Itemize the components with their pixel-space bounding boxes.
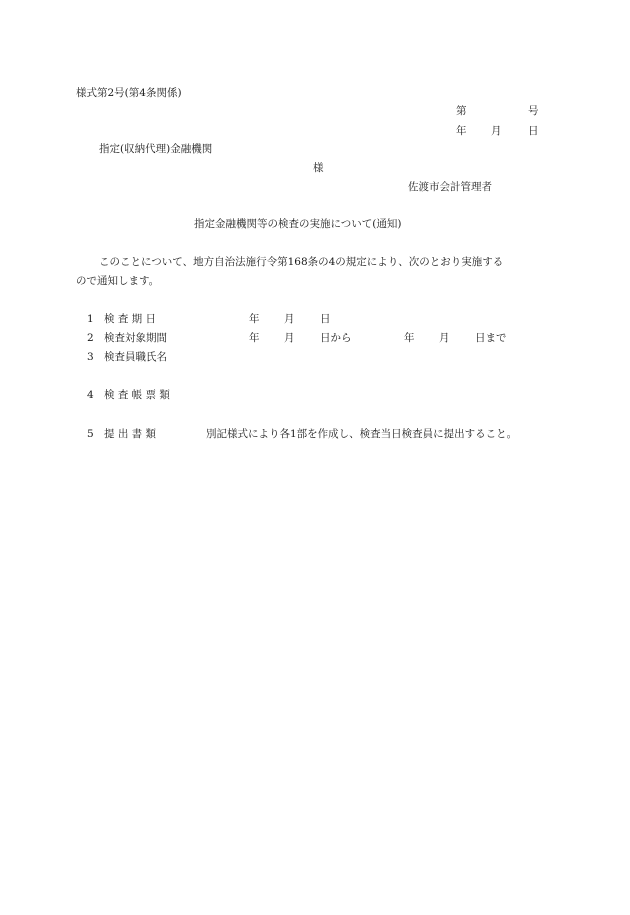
item-number: 2 bbox=[87, 332, 94, 344]
item-label: 提 出 書 類 bbox=[104, 428, 157, 440]
date-month: 月 bbox=[491, 125, 502, 137]
body-text-line1: このことについて、地方自治法施行令第168条の4の規定により、次のとおり実施する bbox=[99, 256, 504, 268]
item-date-year: 年 bbox=[249, 313, 260, 325]
item-number: 4 bbox=[87, 389, 94, 401]
item-from-year: 年 bbox=[249, 332, 260, 344]
doc-number-prefix: 第 bbox=[456, 105, 467, 117]
document-title: 指定金融機関等の検査の実施について(通知) bbox=[194, 218, 402, 230]
item-date-month: 月 bbox=[284, 313, 295, 325]
item-to-day: 日まで bbox=[475, 332, 507, 344]
item-date-day: 日 bbox=[320, 313, 331, 325]
item-number: 1 bbox=[87, 313, 94, 325]
item-from-month: 月 bbox=[284, 332, 295, 344]
honorific: 様 bbox=[313, 162, 324, 174]
item-number: 5 bbox=[87, 428, 94, 440]
item-to-month: 月 bbox=[439, 332, 450, 344]
date-day: 日 bbox=[528, 125, 539, 137]
item-to-year: 年 bbox=[404, 332, 415, 344]
item-label: 検査対象期間 bbox=[104, 332, 167, 344]
addressee: 指定(収納代理)金融機関 bbox=[99, 143, 213, 155]
sender: 佐渡市会計管理者 bbox=[408, 181, 492, 193]
item-label: 検査員職氏名 bbox=[104, 351, 167, 363]
form-number: 様式第2号(第4条関係) bbox=[76, 87, 182, 99]
item-label: 検 査 帳 票 類 bbox=[104, 389, 170, 401]
body-text-line2: ので通知します。 bbox=[76, 275, 160, 287]
item-label: 検 査 期 日 bbox=[104, 313, 157, 325]
doc-number-suffix: 号 bbox=[528, 105, 539, 117]
date-year: 年 bbox=[456, 125, 467, 137]
item-number: 3 bbox=[87, 351, 94, 363]
item-from-day: 日から bbox=[320, 332, 352, 344]
item-value: 別記様式により各1部を作成し、検査当日検査員に提出すること。 bbox=[206, 428, 518, 440]
